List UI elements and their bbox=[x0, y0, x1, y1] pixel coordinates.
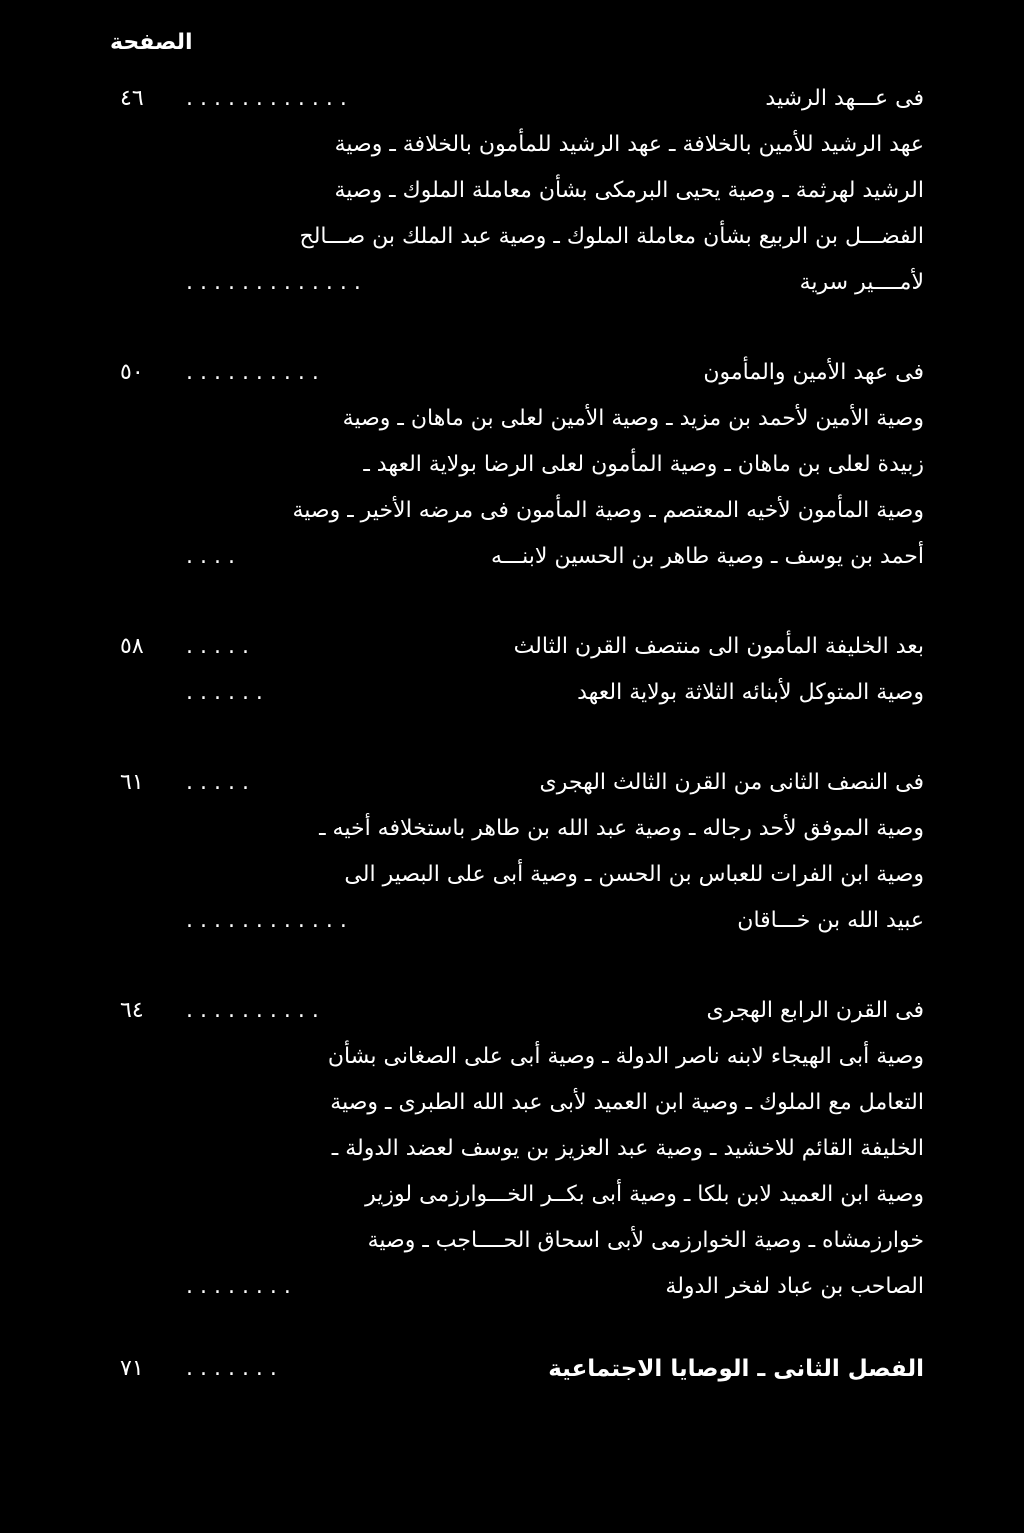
toc-entry-text: الفصل الثانى ـ الوصايا الاجتماعية bbox=[548, 1356, 924, 1382]
toc-entry-heading bbox=[120, 988, 924, 1034]
dot-leader: . . . . . . . . . . . . bbox=[186, 908, 347, 933]
toc-entry-line bbox=[120, 214, 924, 260]
toc-entry-text: زبيدة لعلى بن ماهان ـ وصية المأمون لعلى الرضا بولاية العهد ـ bbox=[363, 452, 924, 477]
page-number: ٦١ bbox=[120, 770, 144, 795]
page-number: ٧١ bbox=[120, 1356, 144, 1381]
toc-entry-line bbox=[120, 122, 924, 168]
toc-entry-heading bbox=[120, 760, 924, 806]
dot-leader: . . . . bbox=[186, 544, 235, 569]
dot-leader: . . . . . bbox=[186, 634, 249, 659]
toc-entry-text: الرشيد لهرثمة ـ وصية يحيى البرمكى بشأن معاملة الملوك ـ وصية bbox=[334, 178, 924, 203]
toc-entry-text: عبيد الله بن خـــاقان bbox=[737, 908, 924, 933]
dot-leader: . . . . . . . . . . . . bbox=[186, 86, 347, 111]
page-column-header: الصفحة bbox=[110, 30, 193, 55]
page-number: ٥٨ bbox=[120, 634, 144, 659]
toc-entry-text: فى عـــهد الرشيد bbox=[765, 86, 924, 111]
toc-entry-heading bbox=[120, 350, 924, 396]
toc-entry-text: بعد الخليفة المأمون الى منتصف القرن الثالث bbox=[513, 634, 924, 659]
toc-entry-text: فى النصف الثانى من القرن الثالث الهجرى bbox=[539, 770, 924, 795]
toc-entry-text: وصية الموفق لأحد رجاله ـ وصية عبد الله بن طاهر باستخلافه أخيه ـ bbox=[319, 816, 924, 841]
toc-entry-text: الخليفة القائم للاخشيد ـ وصية عبد العزيز بن يوسف لعضد الدولة ـ bbox=[331, 1136, 924, 1161]
toc-entry-text: فى القرن الرابع الهجرى bbox=[706, 998, 924, 1023]
toc-entry-line bbox=[120, 168, 924, 214]
toc-entry-line bbox=[120, 1172, 924, 1218]
page-number: ٥٠ bbox=[120, 360, 144, 385]
toc-entry-line bbox=[120, 534, 924, 580]
toc-entry-line bbox=[120, 488, 924, 534]
toc-entry-line bbox=[120, 1080, 924, 1126]
toc-entry-line bbox=[120, 1034, 924, 1080]
toc-entry-line bbox=[120, 260, 924, 306]
dot-leader: . . . . . . bbox=[186, 680, 263, 705]
toc-entry-text: عهد الرشيد للأمين بالخلافة ـ عهد الرشيد للمأمون بالخلافة ـ وصية bbox=[334, 132, 924, 157]
toc-entry-text: وصية ابن العميد لابن بلكا ـ وصية أبى بكــر الخـــوارزمى لوزير bbox=[365, 1182, 924, 1207]
dot-leader: . . . . . . . . bbox=[186, 1274, 291, 1299]
toc-entry-text: لأمــــير سرية bbox=[799, 270, 924, 295]
page-number: ٦٤ bbox=[120, 998, 144, 1023]
toc-entry-line bbox=[120, 1218, 924, 1264]
dot-leader: . . . . . bbox=[186, 770, 249, 795]
page-number: ٤٦ bbox=[120, 86, 144, 111]
toc-entry-text: الفضـــل بن الربيع بشأن معاملة الملوك ـ وصية عبد الملك بن صـــالح bbox=[299, 224, 924, 249]
toc-entry-text: وصية المأمون لأخيه المعتصم ـ وصية المأمون فى مرضه الأخير ـ وصية bbox=[292, 498, 924, 523]
toc-entry-text: التعامل مع الملوك ـ وصية ابن العميد لأبى عبد الله الطبرى ـ وصية bbox=[330, 1090, 924, 1115]
toc-entry-line bbox=[120, 670, 924, 716]
toc-entry-heading bbox=[120, 624, 924, 670]
dot-leader: . . . . . . . . . . . . . bbox=[186, 270, 361, 295]
toc-entry-line bbox=[120, 396, 924, 442]
toc-entry-text: فى عهد الأمين والمأمون bbox=[703, 360, 924, 385]
toc-entry-line bbox=[120, 1264, 924, 1310]
toc-chapter-heading bbox=[120, 1346, 924, 1392]
toc-entry-text: وصية المتوكل لأبنائه الثلاثة بولاية العهد bbox=[577, 680, 924, 705]
toc-entry-text: أحمد بن يوسف ـ وصية طاهر بن الحسين لابنـــه bbox=[491, 544, 924, 569]
toc-entry-line bbox=[120, 852, 924, 898]
toc-entry-heading bbox=[120, 76, 924, 122]
toc-entry-line bbox=[120, 1126, 924, 1172]
dot-leader: . . . . . . . bbox=[186, 1356, 277, 1381]
toc-entry-text: الصاحب بن عباد لفخر الدولة bbox=[665, 1274, 924, 1299]
toc-entry-line bbox=[120, 806, 924, 852]
toc-entry-text: وصية أبى الهيجاء لابنه ناصر الدولة ـ وصية أبى على الصغانى بشأن bbox=[327, 1044, 924, 1069]
toc-entry-text: خوارزمشاه ـ وصية الخوارزمى لأبى اسحاق الحــــاجب ـ وصية bbox=[367, 1228, 924, 1253]
toc-entry-text: وصية ابن الفرات للعباس بن الحسن ـ وصية أبى على البصير الى bbox=[344, 862, 924, 887]
toc-entry-line bbox=[120, 898, 924, 944]
dot-leader: . . . . . . . . . . bbox=[186, 360, 319, 385]
dot-leader: . . . . . . . . . . bbox=[186, 998, 319, 1023]
toc-entry-text: وصية الأمين لأحمد بن مزيد ـ وصية الأمين لعلى بن ماهان ـ وصية bbox=[342, 406, 924, 431]
toc-entry-line bbox=[120, 442, 924, 488]
